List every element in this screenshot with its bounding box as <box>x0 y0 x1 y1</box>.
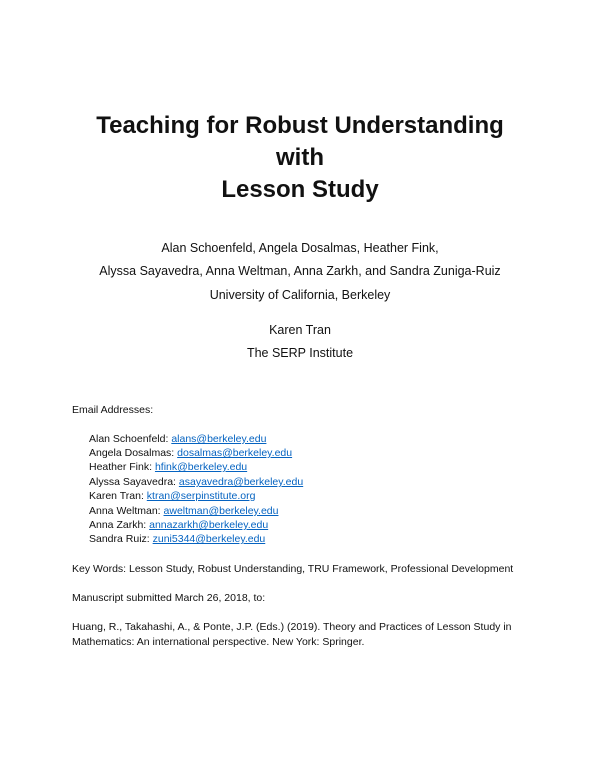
title-line-3: Lesson Study <box>221 176 379 203</box>
email-link[interactable]: annazarkh@berkeley.edu <box>149 519 269 531</box>
second-author-name: Karen Tran <box>269 323 331 337</box>
email-heading: Email Addresses: <box>72 404 154 416</box>
citation-line-2: Mathematics: An international perspective. New York: Springer. <box>72 636 365 648</box>
email-entry <box>89 432 266 446</box>
email-entry-label: Anna Weltman: <box>89 505 164 517</box>
email-entry-label: Karen Tran: <box>89 490 147 502</box>
email-entry-label: Anna Zarkh: <box>89 519 150 531</box>
keywords: Key Words: Lesson Study, Robust Understanding, TRU Framework, Professional Development <box>72 563 514 575</box>
email-entry <box>89 446 292 460</box>
second-author-affiliation: The SERP Institute <box>246 346 354 360</box>
email-link[interactable]: alans@berkeley.edu <box>171 433 267 445</box>
email-link[interactable]: asayavedra@berkeley.edu <box>178 476 304 488</box>
email-entry-label: Heather Fink: <box>89 461 155 473</box>
email-link[interactable]: zuni5344@berkeley.edu <box>152 533 266 545</box>
email-link[interactable]: dosalmas@berkeley.edu <box>177 447 293 459</box>
email-entry <box>89 518 268 532</box>
email-entry <box>89 475 303 489</box>
submission-note: Manuscript submitted March 26, 2018, to: <box>72 592 266 604</box>
authors-line-2: Alyssa Sayavedra, Anna Weltman, Anna Zarkh, and Sandra Zuniga-Ruiz <box>99 264 501 278</box>
email-entry-label: Alyssa Sayavedra: <box>89 476 179 488</box>
email-entry <box>89 489 256 503</box>
email-entry-label: Sandra Ruiz: <box>89 533 153 545</box>
email-link[interactable]: aweltman@berkeley.edu <box>163 505 279 517</box>
email-link[interactable]: hfink@berkeley.edu <box>154 461 248 473</box>
email-entry <box>89 460 247 474</box>
email-entry <box>89 504 278 518</box>
affiliation-berkeley: University of California, Berkeley <box>209 288 391 302</box>
email-link[interactable]: ktran@serpinstitute.org <box>146 490 256 502</box>
title-line-2: with <box>276 144 324 171</box>
email-entry <box>89 532 265 546</box>
title-line-1: Teaching for Robust Understanding <box>96 112 504 139</box>
authors-line-1: Alan Schoenfeld, Angela Dosalmas, Heather Fink, <box>161 241 439 255</box>
email-entry-label: Angela Dosalmas: <box>89 447 178 459</box>
email-entry-label: Alan Schoenfeld: <box>89 433 172 445</box>
citation-line-1: Huang, R., Takahashi, A., & Ponte, J.P. (Eds.) (2019). Theory and Practices of Lesson Study in <box>72 621 512 633</box>
